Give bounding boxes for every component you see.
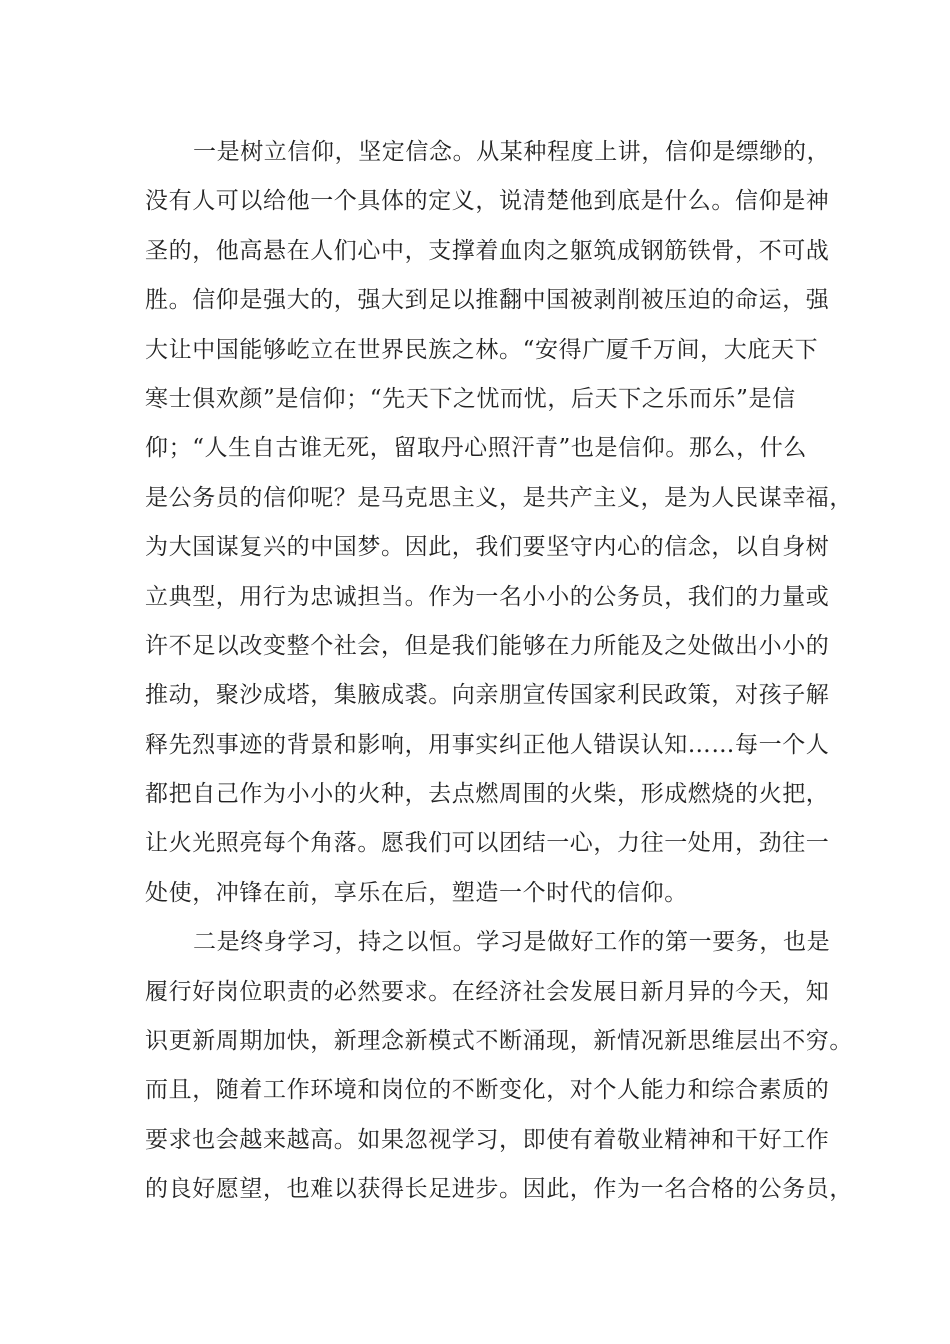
text-line: 二是终身学习，持之以恒。学习是做好工作的第一要务，也是 <box>193 929 831 956</box>
text-line: 没有人可以给他一个具体的定义，说清楚他到底是什么。信仰是神 <box>145 188 830 215</box>
text-line: 履行好岗位职责的必然要求。在经济社会发展日新月异的今天，知 <box>145 978 830 1005</box>
text-line: 为大国谋复兴的中国梦。因此，我们要坚守内心的信念，以自身树 <box>145 534 830 561</box>
text-line: 都把自己作为小小的火种，去点燃周围的火柴，形成燃烧的火把， <box>145 781 830 808</box>
text-line: 处使，冲锋在前，享乐在后，塑造一个时代的信仰。 <box>145 879 688 906</box>
text-line: 仰；“人生自古谁无死，留取丹心照汗青”也是信仰。那么，什么 <box>145 435 807 462</box>
text-line: 许不足以改变整个社会，但是我们能够在力所能及之处做出小小的 <box>145 632 830 659</box>
text-line: 立典型，用行为忠诚担当。作为一名小小的公务员，我们的力量或 <box>145 583 830 610</box>
text-line: 一是树立信仰，坚定信念。从某种程度上讲，信仰是缥缈的， <box>193 139 831 165</box>
text-line: 大让中国能够屹立在世界民族之林。“安得广厦千万间，大庇天下 <box>145 336 819 363</box>
text-line: 要求也会越来越高。如果忽视学习，即使有着敬业精神和干好工作 <box>145 1126 830 1153</box>
text-line: 寒士俱欢颜”是信仰；“先天下之忧而忧，后天下之乐而乐”是信 <box>145 385 796 412</box>
text-line: 胜。信仰是强大的，强大到足以推翻中国被剥削被压迫的命运，强 <box>145 287 830 314</box>
text-line: 推动，聚沙成塔，集腋成裘。向亲朋宣传国家利民政策，对孩子解 <box>145 682 830 709</box>
paragraph-learning <box>145 925 853 1221</box>
paragraph-belief <box>145 135 853 925</box>
text-line: 识更新周期加快，新理念新模式不断涌现，新情况新思维层出不穷。 <box>145 1028 853 1055</box>
text-line: 让火光照亮每个角落。愿我们可以团结一心，力往一处用，劲往一 <box>145 830 830 857</box>
body-text <box>145 135 853 1222</box>
text-line: 的良好愿望，也难以获得长足进步。因此，作为一名合格的公务员， <box>145 1176 853 1203</box>
text-line: 圣的，他高悬在人们心中，支撑着血肉之躯筑成钢筋铁骨，不可战 <box>145 237 830 264</box>
text-line: 是公务员的信仰呢？是马克思主义，是共产主义，是为人民谋幸福， <box>145 484 853 511</box>
text-line: 释先烈事迹的背景和影响，用事实纠正他人错误认知……每一个人 <box>145 731 830 758</box>
text-line: 而且，随着工作环境和岗位的不断变化，对个人能力和综合素质的 <box>145 1077 830 1104</box>
